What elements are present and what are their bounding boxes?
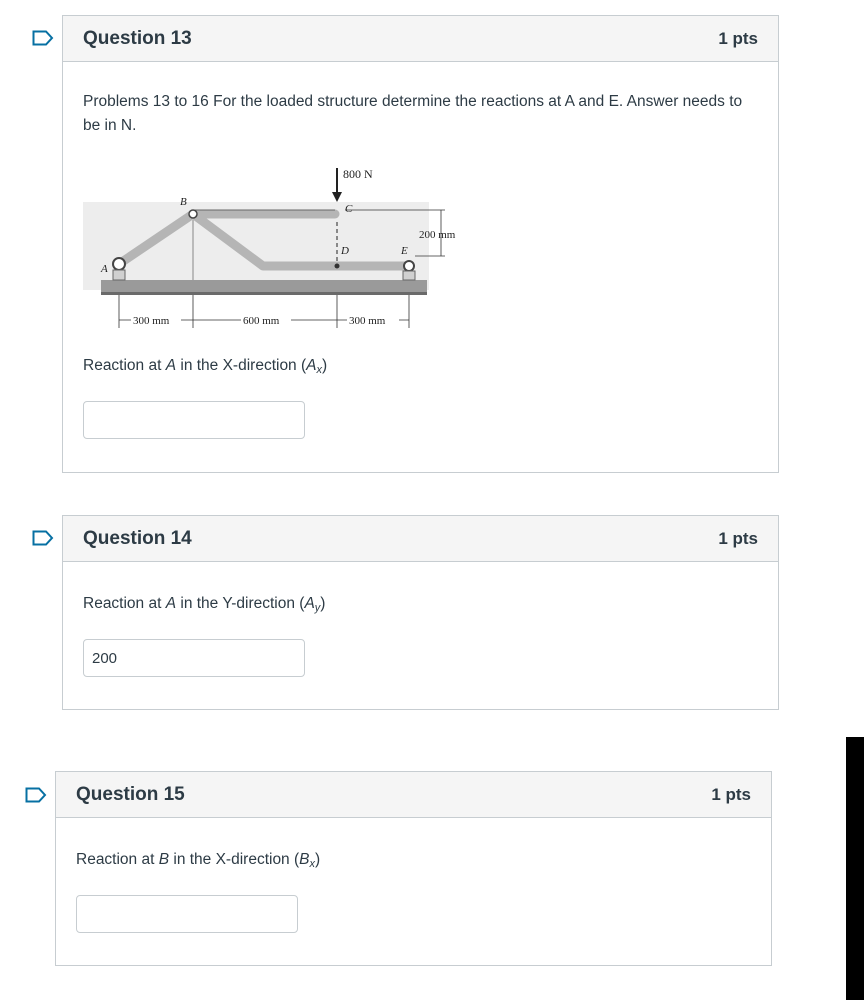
question-header: [63, 516, 778, 562]
label-a: A: [101, 263, 108, 275]
dim-1-label: 300 mm: [133, 315, 170, 327]
flag-question-icon[interactable]: [32, 530, 54, 546]
question-prompt: [83, 354, 327, 382]
dim-3-label: 300 mm: [349, 315, 386, 327]
question-points: 1 pts: [718, 528, 758, 548]
question-title: Question 13: [83, 27, 192, 49]
ground: [101, 280, 427, 292]
label-e: E: [401, 245, 408, 257]
ground-edge: [101, 292, 427, 295]
pin-e: [404, 261, 414, 271]
structure-diagram: [83, 150, 473, 340]
question-points: 1 pts: [711, 784, 751, 804]
prompt-mid: in the X-direction (: [169, 851, 300, 868]
prompt-end: ): [322, 357, 328, 374]
question-points: 1 pts: [718, 28, 758, 48]
prompt-var: A: [165, 357, 177, 374]
answer-input[interactable]: [76, 895, 298, 933]
load-label: 800 N: [343, 167, 373, 181]
prompt-end: ): [320, 595, 326, 612]
prompt-sym: A: [306, 357, 317, 374]
question-header: [63, 16, 778, 62]
question-header: [56, 772, 771, 818]
prompt-sym: A: [304, 595, 315, 612]
prompt-prefix: Reaction at: [83, 357, 166, 374]
answer-input[interactable]: [83, 401, 305, 439]
support-a: [113, 270, 125, 280]
question-title: Question 15: [76, 783, 185, 805]
question-prompt: [83, 592, 325, 620]
pin-a: [113, 258, 125, 270]
label-c: C: [345, 203, 353, 215]
prompt-sub: x: [316, 364, 322, 376]
question-13-card: [62, 15, 779, 473]
prompt-mid: in the X-direction (: [176, 357, 307, 374]
question-title: Question 14: [83, 527, 192, 549]
question-intro: [83, 90, 763, 138]
prompt-var: A: [165, 595, 177, 612]
flag-question-icon[interactable]: [25, 787, 47, 803]
prompt-sub: x: [309, 858, 315, 870]
support-e: [403, 271, 415, 280]
prompt-end: ): [315, 851, 321, 868]
pin-d: [335, 264, 340, 269]
prompt-mid: in the Y-direction (: [176, 595, 305, 612]
label-d: D: [341, 245, 349, 257]
prompt-var: B: [158, 851, 170, 868]
intro-text: Problems 13 to 16 For the loaded structure determine the reactions at A and E. Answer needs to be in N.: [83, 93, 743, 134]
prompt-sym: B: [299, 851, 310, 868]
label-b: B: [180, 196, 187, 208]
prompt-prefix: Reaction at: [83, 595, 166, 612]
prompt-sub: y: [314, 602, 321, 614]
flag-question-icon[interactable]: [32, 30, 54, 46]
question-prompt: [76, 848, 320, 876]
dim-2-label: 600 mm: [243, 315, 280, 327]
edge-black-bar: [846, 737, 864, 1000]
answer-input[interactable]: [83, 639, 305, 677]
prompt-prefix: Reaction at: [76, 851, 159, 868]
question-14-card: [62, 515, 779, 710]
pin-b: [189, 210, 197, 218]
load-arrow-head: [332, 192, 342, 202]
question-15-card: [55, 771, 772, 966]
dim-height-label: 200 mm: [419, 229, 456, 241]
